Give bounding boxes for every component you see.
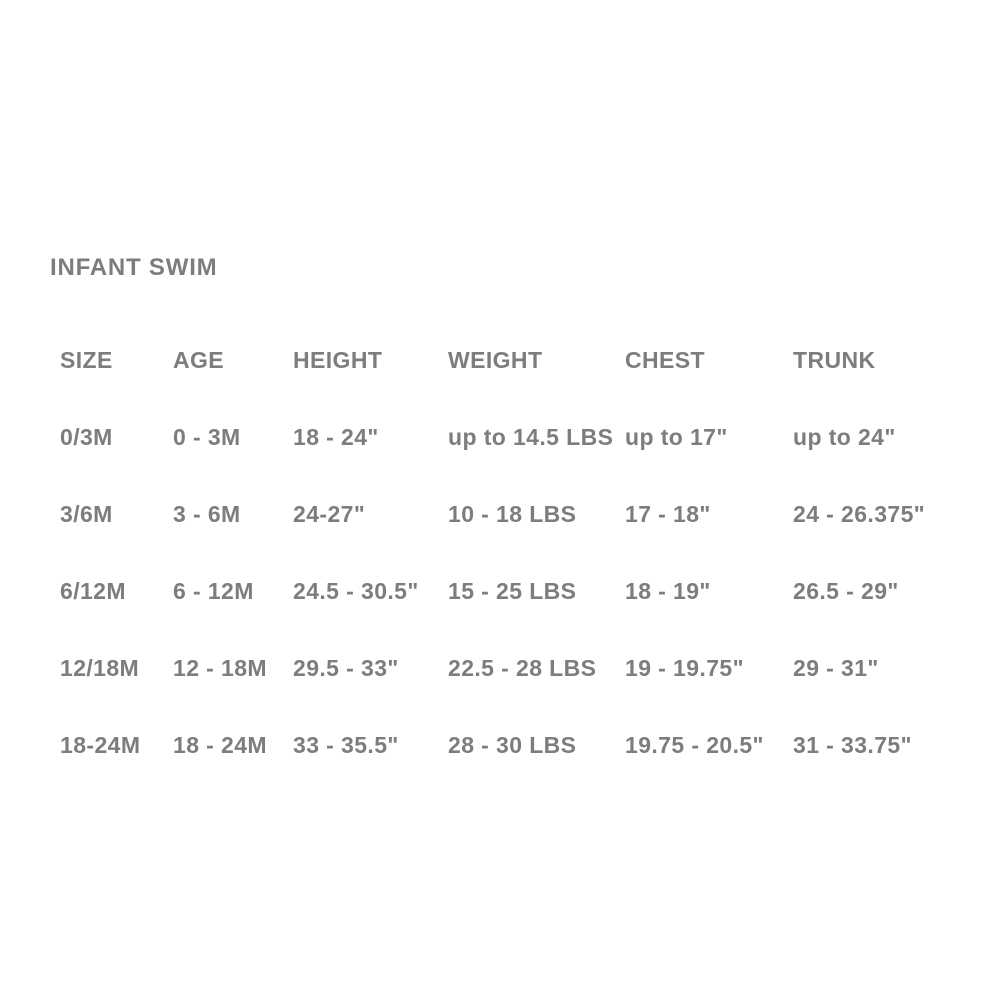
column-header-weight: WEIGHT [448, 347, 543, 373]
table-cell-height: 24-27" [293, 501, 366, 527]
table-cell-height: 29.5 - 33" [293, 655, 399, 681]
table-cell-chest: 19 - 19.75" [625, 655, 744, 681]
page-title: INFANT SWIM [50, 254, 218, 281]
table-cell-weight: 15 - 25 LBS [448, 578, 577, 604]
table-cell-size: 6/12M [60, 578, 126, 604]
table-cell-chest: up to 17" [625, 424, 728, 450]
table-cell-size: 18-24M [60, 732, 141, 758]
table-cell-age: 3 - 6M [173, 501, 241, 527]
table-cell-weight: 10 - 18 LBS [448, 501, 577, 527]
table-cell-trunk: 29 - 31" [793, 655, 879, 681]
table-cell-trunk: 31 - 33.75" [793, 732, 912, 758]
column-header-chest: CHEST [625, 347, 705, 373]
table-cell-age: 18 - 24M [173, 732, 267, 758]
table-cell-weight: 28 - 30 LBS [448, 732, 577, 758]
table-cell-size: 3/6M [60, 501, 113, 527]
size-chart-table [60, 322, 985, 784]
column-header-size: SIZE [60, 347, 113, 373]
column-header-height: HEIGHT [293, 347, 383, 373]
table-cell-chest: 17 - 18" [625, 501, 711, 527]
table-cell-height: 18 - 24" [293, 424, 379, 450]
table-cell-age: 6 - 12M [173, 578, 254, 604]
table-cell-age: 0 - 3M [173, 424, 241, 450]
column-header-age: AGE [173, 347, 225, 373]
table-cell-trunk: up to 24" [793, 424, 896, 450]
table-cell-size: 12/18M [60, 655, 140, 681]
table-cell-chest: 19.75 - 20.5" [625, 732, 764, 758]
table-cell-trunk: 26.5 - 29" [793, 578, 899, 604]
table-cell-height: 33 - 35.5" [293, 732, 399, 758]
column-header-trunk: TRUNK [793, 347, 876, 373]
table-cell-weight: up to 14.5 LBS [448, 424, 614, 450]
table-cell-trunk: 24 - 26.375" [793, 501, 926, 527]
table-cell-chest: 18 - 19" [625, 578, 711, 604]
table-cell-height: 24.5 - 30.5" [293, 578, 419, 604]
table-cell-weight: 22.5 - 28 LBS [448, 655, 597, 681]
table-cell-size: 0/3M [60, 424, 113, 450]
table-cell-age: 12 - 18M [173, 655, 267, 681]
